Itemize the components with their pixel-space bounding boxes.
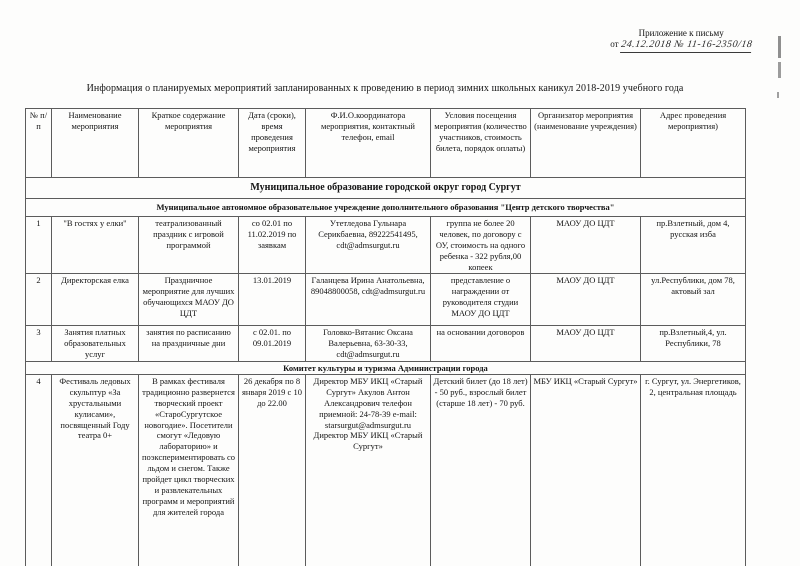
cell-address: пр.Взлетный,4, ул. Республики, 78	[641, 326, 746, 362]
scan-artifact	[778, 62, 781, 78]
cell-name: Директорская елка	[52, 274, 139, 326]
section-institution	[26, 199, 746, 217]
annotation-line1: Приложение к письму	[638, 28, 724, 38]
cell-conditions: Детский билет (до 18 лет) - 50 руб., взрослый билет (старше 18 лет) - 70 руб.	[431, 375, 531, 566]
header-name: Наименование мероприятия	[52, 109, 139, 178]
cell-address: г. Сургут, ул. Энергетиков, 2, центральная площадь	[641, 375, 746, 566]
table-row	[26, 274, 746, 326]
cell-organizer: МАОУ ДО ЦДТ	[531, 217, 641, 274]
cell-num: 2	[26, 274, 52, 326]
annotation-line2	[610, 39, 752, 53]
cell-coordinator: Директор МБУ ИКЦ «Старый Сургут» Акулов Антон Александрович телефон приемной: 24-78-39 e-mail: starsurgut@admsurgut.ru Директор МБУ ИКЦ «Старый Сургут»	[306, 375, 431, 566]
scan-artifact	[778, 36, 781, 58]
letter-annotation	[610, 28, 752, 53]
section-institution-label: Муниципальное автономное образовательное учреждение дополнительного образования "Центр детского творчества"	[26, 199, 746, 217]
cell-num: 4	[26, 375, 52, 566]
cell-name: Занятия платных образовательных услуг	[52, 326, 139, 362]
cell-summary: театрализованный праздник с игровой программой	[139, 217, 239, 274]
annotation-prefix: от	[610, 39, 621, 50]
cell-date: со 02.01 по 11.02.2019 по заявкам	[239, 217, 306, 274]
cell-summary: занятия по расписанию на праздничные дни	[139, 326, 239, 362]
page-title: Информация о планируемых мероприятий запланированных к проведению в период зимних школьных каникул 2018-2019 учебного года	[86, 83, 684, 94]
cell-date: 13.01.2019	[239, 274, 306, 326]
table-header-row	[26, 109, 746, 178]
cell-summary: В рамках фестиваля традиционно развернется творческий проект «СтароСургутское новогодие». Посетители смогут «Ледовую лабораторию» и поэкспериментировать со льдом и снегом. Также пройдет цикл творческих и развлекательных программ и мероприятий для жителей города	[139, 375, 239, 566]
section-municipality-label: Муниципальное образование городской округ город Сургут	[26, 178, 746, 199]
section-committee	[26, 362, 746, 375]
scan-artifact	[777, 92, 779, 98]
cell-address: ул.Республики, дом 78, актовый зал	[641, 274, 746, 326]
cell-summary: Праздничное мероприятие для лучших обучающихся МАОУ ДО ЦДТ	[139, 274, 239, 326]
header-organizer: Организатор мероприятия (наименование учреждения)	[531, 109, 641, 178]
cell-organizer: МАОУ ДО ЦДТ	[531, 274, 641, 326]
cell-date: 26 декабря по 8 января 2019 с 10 до 22.00	[239, 375, 306, 566]
cell-conditions: представление о награждении от руководителя студии МАОУ ДО ЦДТ	[431, 274, 531, 326]
section-committee-label: Комитет культуры и туризма Администрации города	[26, 362, 746, 375]
table-row	[26, 326, 746, 362]
header-date: Дата (сроки), время проведения мероприятия	[239, 109, 306, 178]
table-row	[26, 375, 746, 566]
handwritten-note: 24.12.2018 № 11-16-2350/18	[620, 39, 753, 53]
cell-coordinator: Головко-Вятанис Оксана Валерьевна, 63-30-33, cdt@admsurgut.ru	[306, 326, 431, 362]
header-address: Адрес проведения мероприятия)	[641, 109, 746, 178]
table-row	[26, 217, 746, 274]
cell-organizer: МАОУ ДО ЦДТ	[531, 326, 641, 362]
section-municipality	[26, 178, 746, 199]
cell-conditions: группа не более 20 человек, по договору с ОУ, стоимость на одного ребенка - 322 рубля,00 копеек	[431, 217, 531, 274]
cell-num: 3	[26, 326, 52, 362]
cell-name: "В гостях у елки"	[52, 217, 139, 274]
cell-coordinator: Утетледова Гульнара Серикбаевна, 89222541495, cdt@admsurgut.ru	[306, 217, 431, 274]
cell-name: Фестиваль ледовых скульптур «За хрустальными кулисами», посвященный Году театра 0+	[52, 375, 139, 566]
cell-date: с 02.01. по 09.01.2019	[239, 326, 306, 362]
header-coordinator: Ф.И.О.координатора мероприятия, контактный телефон, email	[306, 109, 431, 178]
cell-address: пр.Взлетный, дом 4, русская изба	[641, 217, 746, 274]
header-summary: Краткое содержание мероприятия	[139, 109, 239, 178]
cell-conditions: на основании договоров	[431, 326, 531, 362]
header-conditions: Условия посещения мероприятия (количество участников, стоимость билета, порядок оплаты)	[431, 109, 531, 178]
header-num: № п/п	[26, 109, 52, 178]
cell-num: 1	[26, 217, 52, 274]
cell-organizer: МБУ ИКЦ «Старый Сургут»	[531, 375, 641, 566]
cell-coordinator: Галанцева Ирина Анатольевна, 89048800058, cdt@admsurgut.ru	[306, 274, 431, 326]
events-table	[25, 108, 746, 566]
